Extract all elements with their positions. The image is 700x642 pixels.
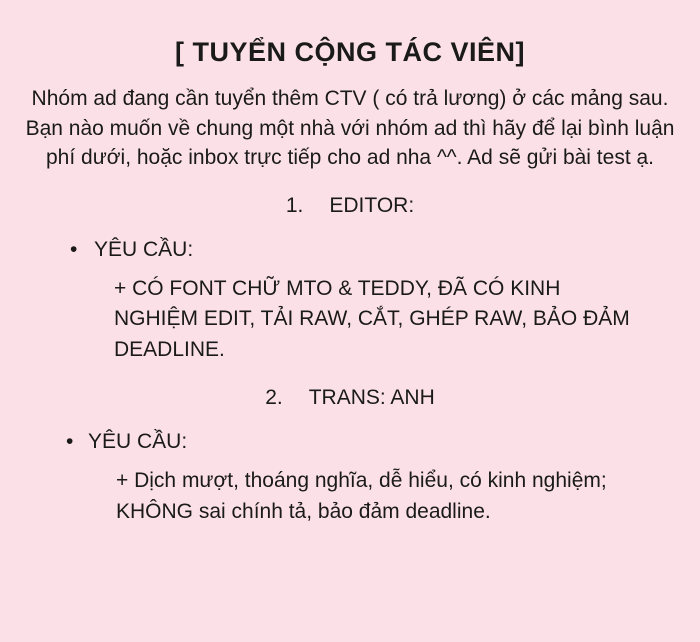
section-2-bullet-label: YÊU CẦU: [88,429,188,453]
bullet-dot-icon: • [70,237,78,261]
section-1-bullet-label: YÊU CẦU: [94,237,194,261]
section-2-heading [18,383,682,412]
section-2-bullet [18,427,682,456]
section-1-title: EDITOR: [329,194,415,218]
bullet-dot-icon: • [66,429,74,453]
section-2-detail: + Dịch mượt, thoáng nghĩa, dễ hiểu, có kinh nghiệm; KHÔNG sai chính tả, bảo đảm deadline. [116,469,607,523]
page-title: [ TUYỂN CỘNG TÁC VIÊN] [174,37,525,67]
section-2-number: 2. [265,386,283,410]
section-1-number: 1. [285,194,304,218]
section-2-title: TRANS: ANH [308,386,435,410]
section-1-heading [18,191,682,220]
section-1-bullet [18,235,682,264]
intro-paragraph: Nhóm ad đang cần tuyển thêm CTV ( có trả lương) ở các mảng sau. Bạn nào muốn về chung một nhà với nhóm ad thì hãy để lại bình luận phí dưới, hoặc inbox trực tiếp cho ad nha ^^. Ad sẽ gửi bài test ạ. [25,86,675,170]
section-1-detail: + CÓ FONT CHỮ MTO & TEDDY, ĐÃ CÓ KINH NGHIỆM EDIT, TẢI RAW, CẮT, GHÉP RAW, BẢO ĐẢM DEADLINE. [114,276,630,361]
